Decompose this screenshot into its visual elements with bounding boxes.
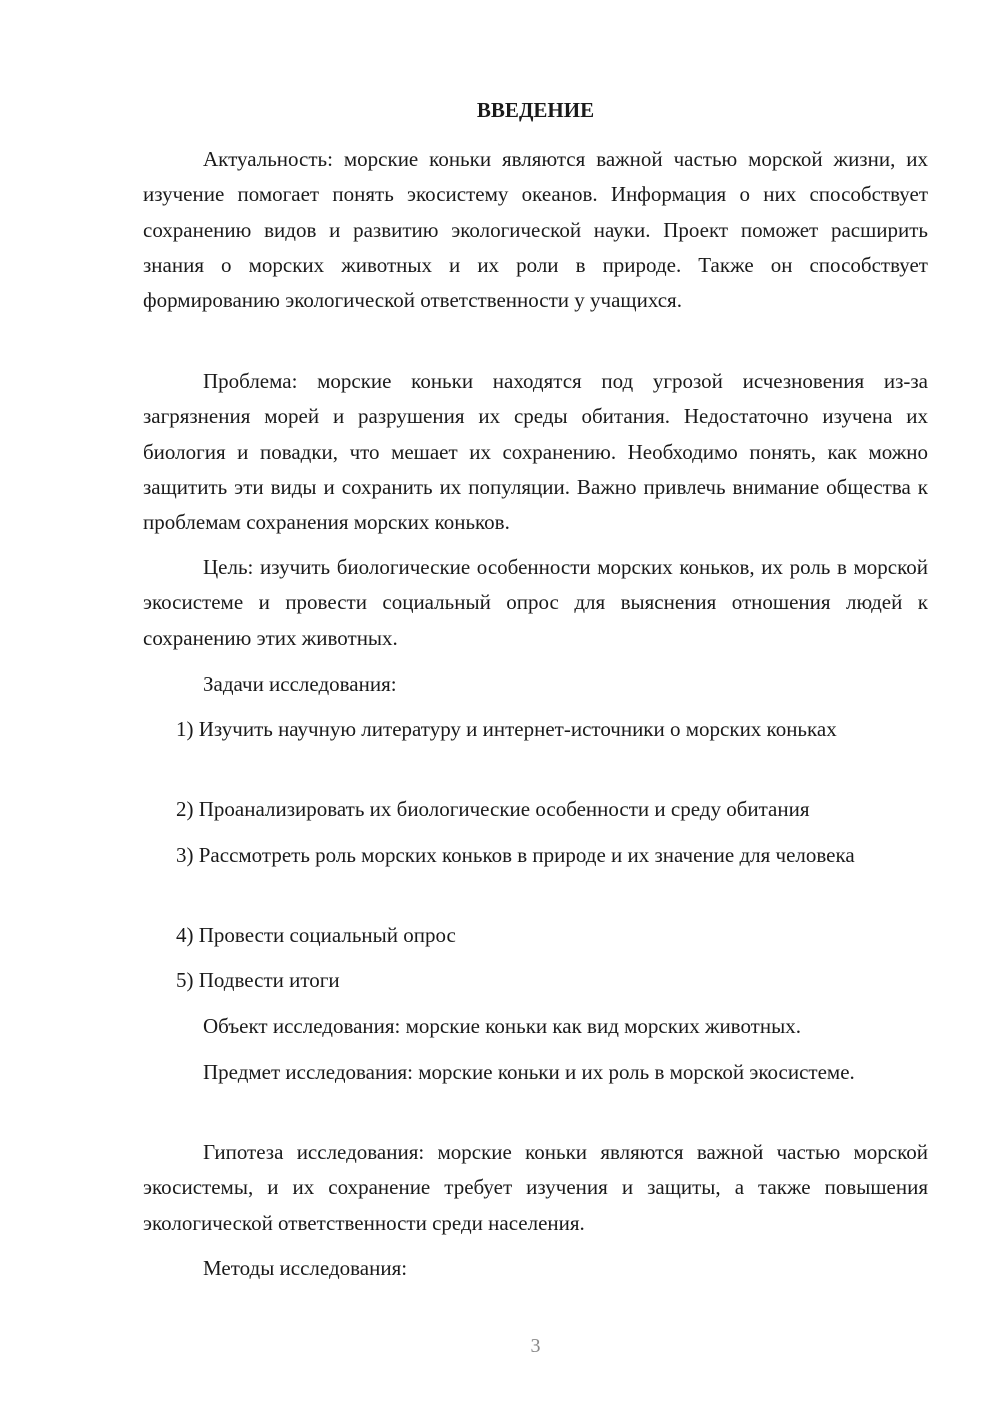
paragraph-subject: Предмет исследования: морские коньки и их роль в морской экосистеме. (203, 1060, 855, 1084)
task-item-2: 2) Проанализировать их биологические особенности и среду обитания (176, 797, 810, 821)
paragraph-goal: Цель: изучить биологические особенности морских коньков, их роль в морской экосистеме и провести социальный опрос для выяснения отношения людей к сохранению этих животных. (143, 555, 928, 650)
paragraph-relevance: Актуальность: морские коньки являются важной частью морской жизни, их изучение помогает понять экосистему океанов. Информация о них способствует сохранению видов и развитию экологической науки. Проект поможет расширить знания о морских животных и их роли в природе. Также он способствует формированию экологической ответственности у учащихся. (143, 147, 928, 313)
methods-heading: Методы исследования: (203, 1256, 408, 1280)
task-item-5: 5) Подвести итоги (176, 968, 340, 992)
paragraph-object: Объект исследования: морские коньки как вид морских животных. (203, 1014, 801, 1038)
tasks-heading: Задачи исследования: (203, 672, 397, 696)
task-item-3: 3) Рассмотреть роль морских коньков в природе и их значение для человека (176, 843, 855, 867)
task-item-1: 1) Изучить научную литературу и интернет-источники о морских коньках (176, 717, 837, 741)
section-title: ВВЕДЕНИЕ (476, 98, 595, 122)
document-page (143, 0, 928, 1414)
page-number: 3 (530, 1335, 541, 1357)
task-item-4: 4) Провести социальный опрос (176, 923, 456, 947)
paragraph-hypothesis: Гипотеза исследования: морские коньки являются важной частью морской экосистемы, и их сохранение требует изучения и защиты, а также повышения экологической ответственности среди населения. (143, 1140, 928, 1235)
paragraph-problem: Проблема: морские коньки находятся под угрозой исчезновения из-за загрязнения морей и разрушения их среды обитания. Недостаточно изучена их биология и повадки, что мешает их сохранению. Необходимо понять, как можно защитить эти виды и сохранить их популяции. Важно привлечь внимание общества к проблемам сохранения морских коньков. (143, 369, 928, 535)
